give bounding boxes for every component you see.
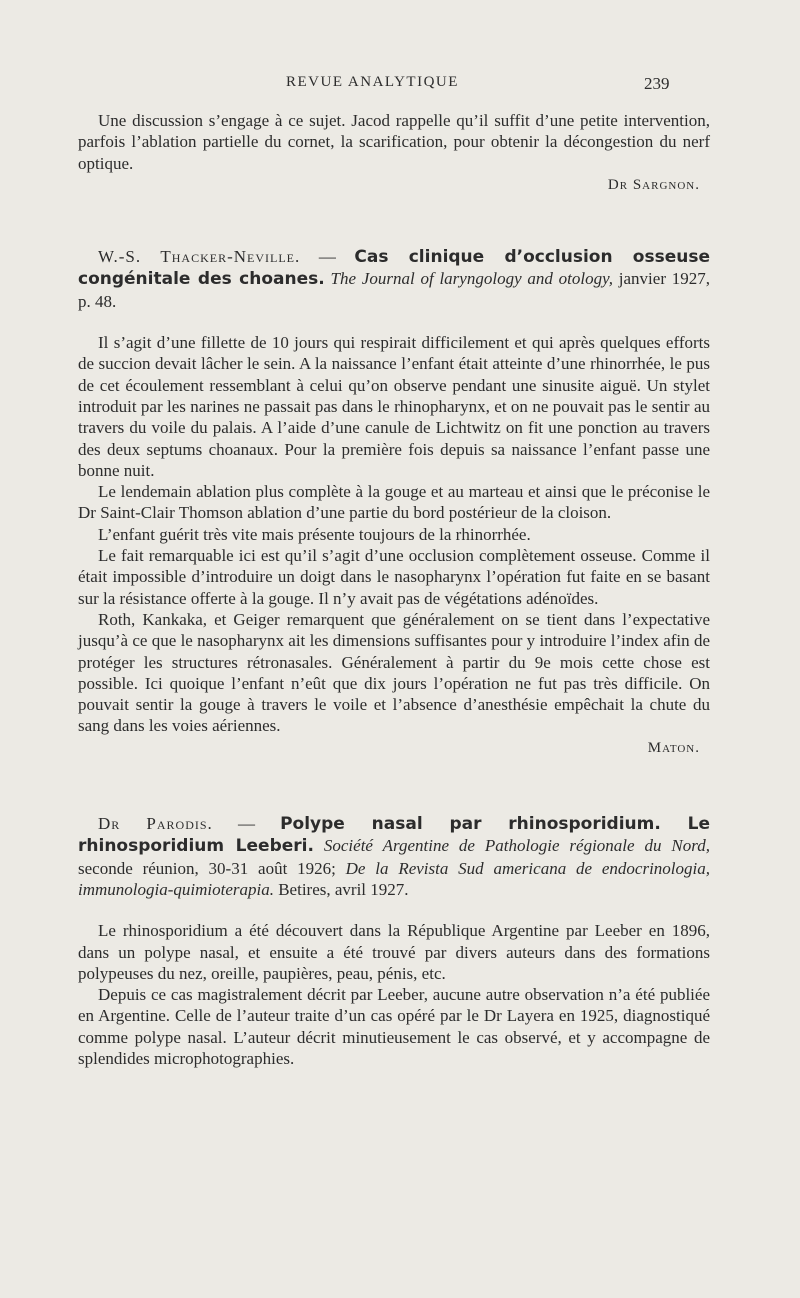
article3-paragraph-1: Le rhinosporidium a été découvert dans la République Argentine par Leeber en 1896, dans un polype nasal, et ensuite a été trouvé par divers auteurs dans des formations polypeuses du nez, oreille, paupières, peau, pénis, etc. [78, 921, 710, 983]
page-body [78, 110, 710, 1069]
article3-author: Dr Parodis. [98, 814, 213, 834]
article2-paragraph-4: Le fait remarquable ici est qu’il s’agit d’une occlusion complètement osseuse. Comme il était impossible d’introduire un doigt dans le nasopharynx l’opération fut faite en se basant sur la résistance offerte à la gouge. Il n’y avait pas de végétations adénoïdes. [78, 546, 710, 608]
article3-source-meeting: seconde réunion, 30-31 août 1926; [78, 858, 346, 878]
article2-paragraph-3: L’enfant guérit très vite mais présente toujours de la rhinorrhée. [98, 524, 531, 544]
article1-paragraph: Une discussion s’engage à ce sujet. Jacod rappelle qu’il suffit d’une petite intervention, parfois l’ablation partielle du cornet, la scarification, pour obtenir la décongestion du nerf optique. [78, 111, 710, 173]
article2-paragraph-2: Le lendemain ablation plus complète à la gouge et au marteau et ainsi que le préconise le Dr Saint-Clair Thomson ablation d’une partie du bord postérieur de la cloison. [78, 482, 710, 523]
article2-journal: The Journal of laryngology and otology, [330, 269, 613, 289]
section-gap [78, 312, 710, 332]
article3-source-revista: De la Revista Sud americana de endocrinologia, immunologia-quimioterapia. [78, 858, 710, 899]
section-separator [78, 196, 710, 246]
article2-title: Cas clinique d’occlusion osseuse congénitale des choanes. [78, 247, 710, 290]
section-gap [78, 900, 710, 920]
page-header [0, 74, 800, 98]
article2-author: W.-S. Thacker-Neville. [98, 247, 301, 267]
running-title: REVUE ANALYTIQUE [286, 74, 459, 90]
article2-dash: — [300, 247, 355, 267]
article3-title: Polype nasal par rhinosporidium. Le rhinosporidium Leeberi. [78, 814, 710, 857]
article3-dash: — [212, 814, 281, 834]
article3-source-society: Société Argentine de Pathologie régionale du Nord, [323, 836, 711, 856]
article3-heading [78, 813, 710, 900]
article3-paragraph-2: Depuis ce cas magistralement décrit par Leeber, aucune autre observation n’a été publiée en Argentine. Celle de l’auteur traite d’un cas opéré par le Dr Layera en 1925, diagnostiqué comme polype nasal. L’auteur décrit minutieusement le cas observé, et y accompagne de splendides microphotographies. [78, 985, 710, 1068]
article2-signature: Maton. [647, 739, 700, 756]
section-separator [78, 759, 710, 813]
article1-signature: Dr Sargnon. [607, 176, 700, 193]
article2-paragraph-1: Il s’agit d’une fillette de 10 jours qui respirait difficilement et qui après quelques efforts de succion devait lâcher le sein. A la naissance l’enfant était atteinte d’une rhinorrhée, le pus de cet écoulement ressemblant à celui qu’on observe pendant une sinusite aiguë. Un stylet introduit par les narines ne passait pas dans le rhinopharynx, et on ne pouvait pas le sentir au travers du voile du palais. A l’aide d’une canule de Lichtwitz on fit une ponction au travers des deux septums choanaux. Pour la première fois depuis sa naissance l’enfant passe une bonne nuit. [78, 333, 710, 480]
page-number: 239 [644, 74, 670, 93]
article3-source-end: Betires, avril 1927. [273, 879, 409, 899]
article2-heading [78, 246, 710, 312]
article2-date: janvier 1927, p. 48. [78, 269, 711, 311]
article2-paragraph-5: Roth, Kankaka, et Geiger remarquent que généralement on se tient dans l’expectative jusqu’à ce que le nasopharynx ait les dimensions suffisantes pour y introduire l’index afin de protéger les structures rétronasales. Généralement à partir du 9e mois cette chose est possible. Ici quoique l’enfant n’eût que dix jours l’opération ne fut pas très difficile. On pouvait sentir la gouge à travers le voile et l’absence d’anesthésie empêchait la chute du sang dans les voies aériennes. [78, 609, 710, 736]
